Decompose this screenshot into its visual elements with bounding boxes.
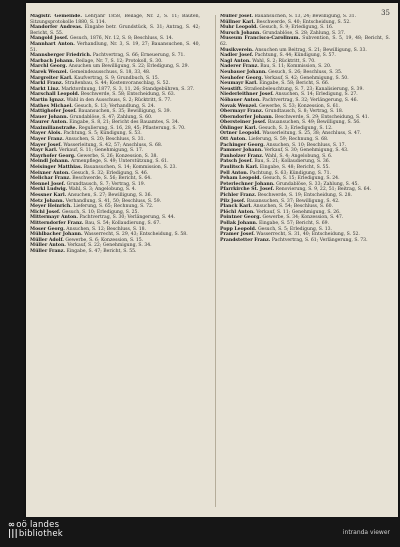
logo-bars-icon: |||	[8, 529, 18, 539]
index-entry-heading: Mayer Alois.	[30, 131, 62, 137]
index-entry-heading: Messner Karl.	[30, 193, 67, 198]
index-entry-text: Wasserleitung, S. 42, 57; Anschluss, S. 68.	[63, 142, 163, 148]
column-divider	[215, 15, 216, 507]
index-entry-text: Gewerbe, S. 26; Konzession, S. 38.	[77, 153, 158, 159]
index-entry-heading: Peham Leopold.	[220, 176, 262, 182]
index-entry-heading: Pilz Josef.	[220, 198, 246, 204]
index-entry-text: Renovierung, S. 9, 22, 51; Beitrag, S. 64.	[275, 187, 371, 193]
index-entry-text: Bauansuchen, S. 37; Bewilligung, S. 42.	[246, 198, 340, 204]
library-logo[interactable]	[8, 521, 63, 539]
index-entry-text: Gewerbe, S. 6; Konzession, S. 15.	[65, 237, 144, 243]
index-entry-heading: Maximilianstraße.	[30, 125, 78, 131]
index-entry-text: Pachtvertrag, S. 30; Verlängerung, S. 44.	[79, 215, 176, 221]
index-entry-heading: Marschall Leopold.	[30, 92, 80, 98]
index-entry-text: Gewerbe, S. 34; Konzession, S. 47.	[262, 215, 344, 221]
index-entry-heading: Pfarrkirche St. Josef.	[220, 187, 275, 193]
index-entry-text: Bauansuchen, S. 13, 24; Bewilligung, S. 31.	[254, 14, 357, 19]
index-entry-heading: Nadler Josef.	[220, 53, 254, 59]
index-entry-heading: Mayrhofer Georg.	[30, 153, 76, 159]
index-entry-text: Verkauf, S. 11; Genehmigung, S. 26.	[256, 209, 341, 215]
index-entry-text: Verkauf, S. 11; Genehmigung, S. 17.	[58, 148, 144, 154]
logo-mark-icon: ∞	[8, 520, 16, 530]
index-entry-text: Gesuch, S. 5; Erledigung, S. 13.	[257, 226, 333, 232]
index-entry-text: Ansuchen, S. 14; Erledigung, S. 27.	[275, 92, 358, 98]
index-entry-text: Armenpflege, S. 49; Unterstützung, S. 61.	[70, 159, 169, 165]
index-entry-heading: Museum Francisco-Carolinum.	[220, 36, 301, 42]
index-entry-heading: Ortner Leopold.	[220, 131, 261, 137]
viewer-footer	[0, 517, 400, 547]
index-entry-heading: Markt Linz.	[30, 86, 60, 92]
index-entry-heading: Paulitsch Karl.	[220, 165, 259, 171]
index-entry-heading: Neumayr Karl.	[220, 81, 258, 87]
index-entry-text: Verhandlung, S. 41, 50; Beschluss, S. 59.	[65, 198, 162, 204]
index-entry-text: Bauansuchen, S. 49; Bewilligung, S. 56.	[267, 120, 361, 126]
index-entry-heading: Melichar Franz.	[30, 176, 71, 182]
index-entry-text: Grundablöse, S. 33; Zahlung, S. 45.	[276, 181, 359, 187]
index-column-right	[220, 14, 390, 509]
index-entry-text: Pachtung, S. 5; Kündigung, S. 53.	[63, 131, 142, 137]
index-entry-heading: Mayer Josef.	[30, 142, 62, 148]
index-entry-text: Beilage, Nr. 7, S. 12; Protokoll, S. 30.	[75, 58, 163, 64]
index-entry-text: Regulierung, S. 16, 28, 45; Pflasterung, S. 70.	[78, 125, 186, 131]
index-entry-heading: Marbach Johann.	[30, 58, 75, 64]
index-entry-heading: Neustift.	[220, 86, 243, 92]
index-entry-heading: Prandstetter Franz.	[220, 237, 271, 243]
index-entry-heading: Meindl Johann.	[30, 159, 70, 165]
index-entry-text: Lehrjahr 1858, Beilage, Nr. 2, S. 11; Bauten, Sitzungsprotokolle 1880, S. 114.	[30, 14, 200, 25]
index-entry	[220, 238, 390, 244]
index-entry-text: Gemeindeausschuss, S. 18, 33, 48.	[69, 69, 151, 75]
logo-text-1: oö landes	[16, 520, 60, 530]
page-number: 35	[381, 9, 390, 17]
index-entry-heading: Müllner Karl.	[220, 19, 255, 25]
index-entry-heading: Niederleithner Josef.	[220, 92, 274, 98]
index-entry-text: Eingabe, S. 48; Bericht, S. 55.	[259, 165, 330, 171]
index-entry-heading: Neubauer Johann.	[220, 69, 267, 75]
index-entry-heading: Marchl Georg.	[30, 64, 68, 70]
index-entry-heading: Pachinger Georg.	[220, 142, 265, 148]
index-entry-text: Eingabe, S. 47; Bericht, S. 55.	[66, 248, 137, 254]
index-entry-text: Beschwerde, S. 56; Bericht, S. 64.	[72, 176, 152, 182]
index-entry-heading: Müller Josef.	[220, 14, 254, 19]
index-entry-heading: Mayr Karl.	[30, 148, 58, 154]
index-entry-heading: Mittermayr Anton.	[30, 215, 78, 221]
index-entry-heading: Mathes Michael.	[30, 103, 73, 109]
index-entry-heading: Meixner Anton.	[30, 170, 70, 176]
index-entry-text: Ansuchen um Bewilligung, S. 22; Erledigung, S. 29.	[68, 64, 190, 70]
index-entry-text: Pachtung, S. 63; Kündigung, S. 71.	[249, 170, 331, 176]
index-entry-heading: Mandorfer Andreas.	[30, 25, 83, 31]
index-entry-heading: Meisinger Matthias.	[30, 165, 83, 171]
index-entry-heading: Mauer Johann.	[30, 114, 69, 120]
index-entry-heading: Ott Anton.	[220, 137, 247, 143]
index-entry-text: Straßenbau, S. 44; Kostenvoranschlag, S. 52.	[64, 81, 170, 87]
index-entry-text: Gesuch, 1876, Nr. 12, S. 8; Beschluss, S. 14.	[69, 36, 174, 42]
index-entry-heading: Neuhofer Georg.	[220, 75, 263, 81]
index-entry-heading: Mitterndorfer Franz.	[30, 220, 84, 226]
index-entry	[30, 14, 200, 25]
index-entry-text: Gesuch, S. 26; Beschluss, S. 35.	[268, 69, 343, 75]
index-entry-heading: Müller Anton.	[30, 243, 66, 249]
index-entry-text: Gesuch, S. 32; Erledigung, S. 46.	[71, 170, 149, 176]
index-entry-text: Verkauf, S. 42; Genehmigung, S. 50.	[264, 75, 349, 81]
index-entry-heading: Merkl Ludwig.	[30, 187, 68, 193]
index-entry-text: Wasserrecht, S. 31, 40; Entscheidung, S. 52.	[256, 232, 360, 238]
index-entry-text: Grundablöse, S. 47; Zahlung, S. 60.	[69, 114, 153, 120]
index-entry-heading: Michl Josef.	[30, 209, 61, 215]
index-entry-text: Ansuchen, S. 54; Beschluss, S. 60.	[253, 204, 334, 210]
index-entry-text: Wahl, S. 3; Angelobung, S. 4.	[68, 187, 137, 193]
index-entry-heading: Patsch Josef.	[220, 159, 253, 165]
index-entry-text: Straßenbeleuchtung, S. 7, 23; Kanalisierung, S. 39.	[244, 86, 364, 92]
index-entry-text: Lieferung, S. 65; Rechnung, S. 72.	[73, 204, 154, 210]
index-entry-text: Eingabe, S. 58; Bericht, S. 66.	[259, 81, 330, 87]
index-entry-text: Pachtvertrag, S. 66; Erneuerung, S. 71.	[92, 53, 185, 59]
index-entry-heading: Maurer Anton.	[30, 120, 68, 126]
index-entry-heading: Martin Ignaz.	[30, 97, 66, 103]
index-entry-heading: Pichler Franz.	[220, 193, 257, 198]
index-entry-heading: Mattighofer Josef.	[30, 109, 77, 115]
index-entry-heading: Obersteiner Josef.	[220, 120, 267, 126]
index-entry	[30, 42, 200, 53]
index-entry-heading: Meyer Heinrich.	[30, 204, 72, 210]
index-entry-text: Gewerbe, S. 53; Konzession, S. 61.	[259, 103, 340, 109]
index-entry-heading: Margreiter Karl.	[30, 75, 73, 81]
index-entry-text: Gesuch, S. 13; Verhandlung, S. 24.	[74, 103, 156, 109]
index-column-left	[30, 14, 200, 509]
index-entry-text: Beschwerde, S. 19; Entscheidung, S. 28.	[257, 193, 352, 198]
index-entry-heading: Popp Leopold.	[220, 226, 257, 232]
index-entry-heading: Obermayr Franz.	[220, 109, 264, 115]
index-entry	[220, 36, 390, 47]
index-entry-heading: Pammer Johann.	[220, 148, 263, 154]
index-entry-heading: Mursch Johann.	[220, 30, 262, 36]
index-entry-heading: Müller Franz.	[30, 248, 65, 254]
index-entry	[30, 249, 200, 255]
index-entry-heading: Markl Franz.	[30, 81, 64, 87]
index-entry-heading: Novak Wenzel.	[220, 103, 258, 109]
index-entry-heading: Metz Johann.	[30, 198, 65, 204]
index-entry-heading: Öhlinger Karl.	[220, 125, 258, 131]
index-entry-text: Gesuch, S. 9; Erledigung, S. 16.	[259, 25, 334, 31]
index-entry-heading: Marek Wenzel.	[30, 69, 69, 75]
viewer-brand-label[interactable]: intranda viewer	[342, 529, 390, 536]
index-entry-text: Grundtausch, S. 8; Vertrag, S. 18.	[264, 109, 344, 115]
index-entry-text: Subvention, S. 5, 19, 48; Bericht, S. 62.	[220, 36, 390, 47]
index-entry-text: Ansuchen, S. 27; Bewilligung, S. 36.	[67, 193, 152, 198]
index-entry-text: Eingabe betr. Grundstück, S. 31; Antrag, S. 42; Bericht, S. 55.	[30, 25, 200, 36]
index-entry-text: Bauansuchen, S. 35; Bewilligung, S. 39.	[78, 109, 172, 115]
index-entry-text: Bau, S. 11; Kommission, S. 20.	[260, 64, 332, 70]
index-entry-text: Wahl, S. 2; Rücktritt, S. 70.	[252, 58, 316, 64]
index-entry-heading: Mayer Franz.	[30, 137, 64, 143]
index-entry-text: Pachtvertrag, S. 61; Verlängerung, S. 73.	[271, 237, 368, 243]
index-entry-heading: Mannsberger Friedrich.	[30, 53, 92, 59]
index-entry-text: Ansuchen, S. 12; Beschluss, S. 18.	[66, 226, 147, 232]
logo-line-2	[8, 530, 63, 539]
index-entry-text: Grundablöse, S. 28; Zahlung, S. 37.	[262, 30, 346, 36]
index-entry-heading: Nagl Anton.	[220, 58, 251, 64]
logo-text-2: bibliothek	[18, 529, 63, 539]
index-entry-text: Beschwerde, S. 29; Entscheidung, S. 41.	[274, 114, 370, 120]
index-entry-text: Gesuch, S. 3; Erledigung, S. 12.	[258, 125, 333, 131]
index-entry-text: Gesuch, S. 10; Erledigung, S. 25.	[61, 209, 139, 215]
index-entry-text: Beschwerde, S. 58; Entscheidung, S. 63.	[80, 92, 176, 98]
index-entry-heading: Mennel Josef.	[30, 181, 66, 187]
index-entry-heading: Oberndorfer Johann.	[220, 114, 274, 120]
index-entry-text: Grundtausch, S. 7; Vertrag, S. 19.	[66, 181, 146, 187]
index-entry-text: Bau, S. 54; Kollaudierung, S. 67.	[84, 220, 161, 226]
index-entry-heading: Magistr. Gemeinde.	[30, 14, 82, 19]
index-entry-heading: Pointner Georg.	[220, 215, 262, 221]
index-entry-text: Verkauf, S. 30; Genehmigung, S. 43.	[264, 148, 349, 154]
index-entry-heading: Nöbauer Anton.	[220, 97, 261, 103]
index-entry-text: Gesuch, S. 15; Erledigung, S. 24.	[262, 176, 340, 182]
index-entry-text: Wahl, S. 4; Angelobung, S. 6.	[264, 153, 333, 159]
index-entry-heading: Muhr Leopold.	[220, 25, 258, 31]
index-entry-heading: Mühlbacher Johann.	[30, 232, 83, 238]
index-entry-text: Wasserrecht, S. 29, 43; Entscheidung, S. 58.	[84, 232, 188, 238]
index-entry-text: Pachtung, S. 44; Kündigung, S. 57.	[254, 53, 336, 59]
index-entry-heading: Musikverein.	[220, 47, 254, 53]
index-entry-heading: Panholzer Franz.	[220, 153, 264, 159]
index-entry-text: Verkauf, S. 22; Genehmigung, S. 34.	[67, 243, 152, 249]
index-entry-heading: Planck Karl.	[220, 204, 252, 210]
index-entry-text: Ansuchen, S. 20; Beschluss, S. 31.	[65, 137, 146, 143]
index-entry-text: Ansuchen um Beitrag, S. 21; Bewilligung, S. 33.	[255, 47, 367, 53]
index-entry-text: Ansuchen, S. 10; Beschluss, S. 17.	[266, 142, 347, 148]
index-entry-heading: Pollak Johann.	[220, 220, 258, 226]
index-entry-text: Eingabe, S. 57; Bericht, S. 69.	[258, 220, 330, 226]
index-entry-heading: Pramer Josef.	[220, 232, 255, 238]
index-entry	[30, 25, 200, 36]
index-entry-heading: Müller Adolf.	[30, 237, 64, 243]
index-entry-heading: Peterlechner Johann.	[220, 181, 275, 187]
index-entry-text: Lieferung, S. 59; Rechnung, S. 68.	[248, 137, 329, 143]
index-entry-text: Verhandlung, Nr. 3, S. 19, 27; Bauansuchen, S. 40, 51.	[30, 41, 200, 53]
index-entry-text: Wasserleitung, S. 25, 38; Anschluss, S. 47.	[262, 131, 362, 137]
scanned-page	[26, 3, 398, 517]
index-entry-text: Wahl in den Ausschuss, S. 2; Rücktritt, S. 77.	[66, 97, 172, 103]
index-entry-heading: Mannhart Anton.	[30, 41, 75, 47]
index-entry-heading: Plöchl Anton.	[220, 209, 255, 215]
index-entry-text: Marktordnung, 1877, S. 3, 11, 26; Standgebühren, S. 37.	[61, 86, 195, 92]
index-entry-heading: Pell Anton.	[220, 170, 249, 176]
index-entry-heading: Naderer Franz.	[220, 64, 259, 70]
index-entry-text: Eingabe, S. 8, 21; Bericht des Bauamtes, S. 34.	[69, 120, 180, 126]
index-entry-text: Beschwerde, S. 40; Entscheidung, S. 52.	[256, 19, 351, 25]
index-entry-text: Pachtvertrag, S. 32; Verlängerung, S. 46.	[262, 97, 358, 103]
index-entry-heading: Mangold Josef.	[30, 36, 69, 42]
index-entry-text: Bauansuchen, S. 14; Kommission, S. 23.	[83, 165, 177, 171]
index-entry-text: Kaufvertrag, S. 9; Grundbuch, S. 15.	[74, 75, 160, 81]
index-entry-text: Bau, S. 21; Kollaudierung, S. 36.	[254, 159, 331, 165]
index-entry-heading: Moser Georg.	[30, 226, 65, 232]
